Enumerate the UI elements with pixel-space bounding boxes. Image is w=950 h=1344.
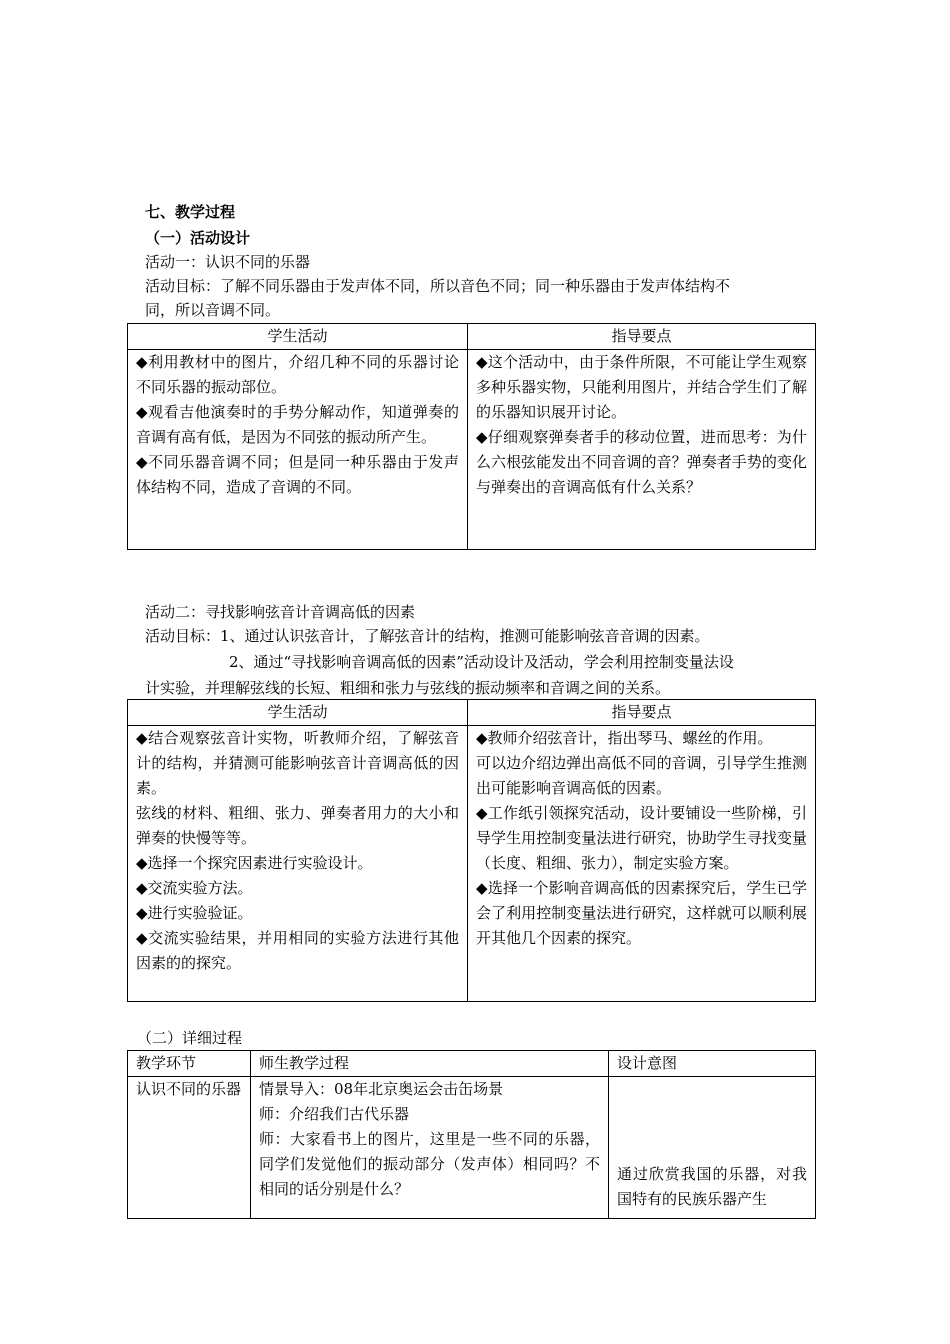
paragraph: ◆不同乐器音调不同；但是同一种乐器由于发声体结构不同，造成了音调的不同。 — [136, 453, 459, 496]
paragraph: ◆工作纸引领探究活动，设计要铺设一些阶梯，引导学生用控制变量法进行研究，协助学生寻找变量（长度、粗细、张力），制定实验方案。 — [476, 804, 807, 872]
activity2-goal-line2: 2、通过“寻找影响音调高低的因素”活动设计及活动，学会利用控制变量法设 — [229, 653, 734, 671]
activity1-guide-cell — [468, 350, 816, 550]
activity2-table — [127, 699, 816, 1002]
paragraph: ◆交流实验结果，并用相同的实验方法进行其他因素的的探究。 — [136, 929, 459, 972]
detail-stage-cell: 认识不同的乐器 — [128, 1077, 251, 1219]
activity1-header-guide: 指导要点 — [468, 324, 816, 350]
detail-header-process: 师生教学过程 — [251, 1051, 609, 1077]
activity2-header-guide: 指导要点 — [468, 700, 816, 726]
detail-title: （二）详细过程 — [137, 1029, 243, 1047]
paragraph: ◆观看吉他演奏时的手势分解动作，知道弹奏的音调有高有低，是因为不同弦的振动所产生。 — [136, 403, 459, 446]
activity1-table — [127, 323, 816, 550]
activity2-guide-cell — [468, 726, 816, 1002]
activity1-header-student: 学生活动 — [128, 324, 468, 350]
detail-table — [127, 1050, 816, 1219]
paragraph: 弦线的材料、粗细、张力、弹奏者用力的大小和弹奏的快慢等等。 — [136, 804, 459, 847]
paragraph: ◆选择一个影响音调高低的因素探究后，学生已学会了利用控制变量法进行研究，这样就可以顺利展开其他几个因素的探究。 — [476, 879, 807, 947]
activity2-header-student: 学生活动 — [128, 700, 468, 726]
section-title: 七、教学过程 — [145, 203, 236, 221]
activity2-goal-line3: 计实验，并理解弦线的长短、粗细和张力与弦线的振动频率和音调之间的关系。 — [145, 679, 671, 697]
activity1-goal-line1: 活动目标：了解不同乐器由于发声体不同，所以音色不同；同一种乐器由于发声体结构不 — [145, 277, 731, 295]
activity1-student-cell — [128, 350, 468, 550]
paragraph: ◆结合观察弦音计实物，听教师介绍，了解弦音计的结构，并猜测可能影响弦音计音调高低的因素。 — [136, 729, 459, 797]
paragraph: ◆利用教材中的图片，介绍几种不同的乐器讨论不同乐器的振动部位。 — [136, 353, 459, 396]
activity1-goal-line2: 同，所以音调不同。 — [145, 301, 281, 319]
paragraph: 可以边介绍边弹出高低不同的音调，引导学生推测出可能影响音调高低的因素。 — [476, 754, 807, 797]
subsection-title-activity-design: （一）活动设计 — [145, 229, 251, 247]
detail-header-stage: 教学环节 — [128, 1051, 251, 1077]
detail-process-cell — [251, 1077, 609, 1219]
paragraph: 情景导入：08年北京奥运会击缶场景 — [259, 1080, 504, 1098]
activity2-goal-line1: 活动目标：1、通过认识弦音计，了解弦音计的结构，推测可能影响弦音音调的因素。 — [145, 627, 710, 645]
paragraph: ◆交流实验方法。 — [136, 879, 253, 897]
activity2-student-cell — [128, 726, 468, 1002]
paragraph: 师：大家看书上的图片，这里是一些不同的乐器，同学们发觉他们的振动部分（发声体）相同吗？不相同的话分别是什么？ — [259, 1130, 600, 1198]
paragraph: ◆教师介绍弦音计，指出琴马、螺丝的作用。 — [476, 729, 773, 747]
paragraph: 师：介绍我们古代乐器 — [259, 1105, 410, 1123]
paragraph: ◆进行实验验证。 — [136, 904, 253, 922]
activity1-title: 活动一：认识不同的乐器 — [145, 253, 311, 271]
paragraph: ◆选择一个探究因素进行实验设计。 — [136, 854, 373, 872]
detail-intent-cell: 通过欣赏我国的乐器，对我国特有的民族乐器产生 — [609, 1077, 816, 1219]
paragraph: ◆这个活动中，由于条件所限，不可能让学生观察多种乐器实物，只能利用图片，并结合学生们了解的乐器知识展开讨论。 — [476, 353, 807, 421]
paragraph: ◆仔细观察弹奏者手的移动位置，进而思考：为什么六根弦能发出不同音调的音？弹奏者手势的变化与弹奏出的音调高低有什么关系？ — [476, 428, 807, 496]
detail-header-intent: 设计意图 — [609, 1051, 816, 1077]
activity2-title: 活动二：寻找影响弦音计音调高低的因素 — [145, 603, 416, 621]
